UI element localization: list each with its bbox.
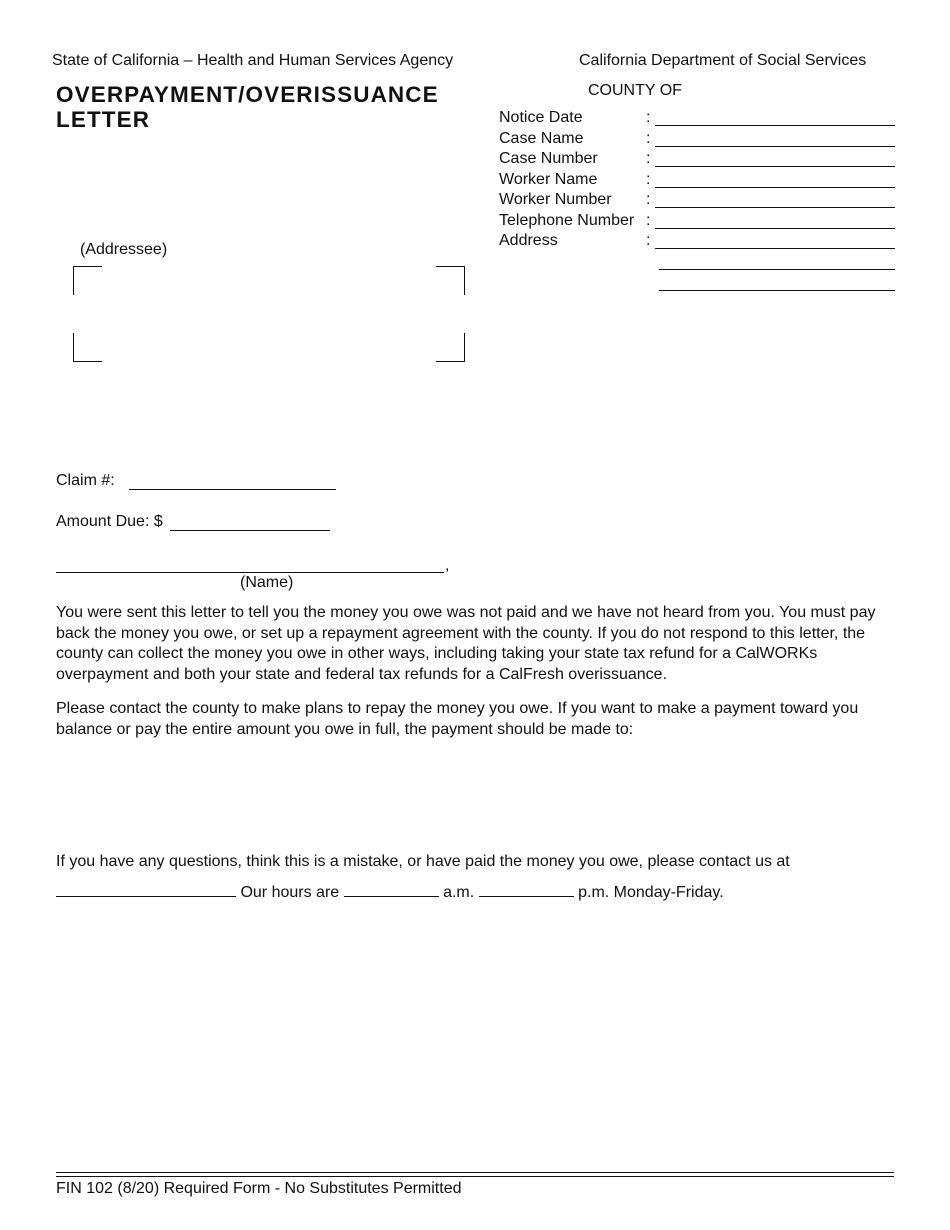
address-line-1[interactable]: [655, 248, 895, 249]
addressee-corner-top-left: [73, 266, 102, 295]
form-title-line1: OVERPAYMENT/OVERISSUANCE: [56, 82, 439, 107]
department-header: California Department of Social Services: [579, 52, 867, 69]
form-footer: FIN 102 (8/20) Required Form - No Substitutes Permitted: [56, 1180, 462, 1197]
body-paragraph-3: If you have any questions, think this is a mistake, or have paid the money you owe, please contact us at: [56, 853, 790, 870]
addressee-corner-bottom-left: [73, 333, 102, 362]
telephone-number-field[interactable]: [499, 212, 899, 232]
name-caption: (Name): [240, 574, 294, 591]
hours-pm-days: p.m. Monday-Friday.: [578, 884, 724, 901]
name-line[interactable]: [56, 572, 444, 573]
claim-number-line[interactable]: [129, 489, 336, 490]
address-field[interactable]: [499, 232, 899, 252]
case-number-field[interactable]: [499, 150, 899, 170]
worker-name-label: Worker Name: [499, 171, 598, 188]
addressee-label: (Addressee): [80, 241, 168, 258]
worker-number-label: Worker Number: [499, 191, 612, 208]
notice-date-label: Notice Date: [499, 109, 583, 126]
case-name-line[interactable]: [655, 146, 895, 147]
case-name-label: Case Name: [499, 130, 584, 147]
telephone-number-label: Telephone Number: [499, 212, 635, 229]
field-colon: :: [646, 109, 651, 126]
agency-header: State of California – Health and Human Services Agency: [52, 52, 454, 69]
address-line-2[interactable]: [659, 269, 895, 270]
amount-due-line[interactable]: [170, 530, 330, 531]
field-colon: :: [646, 171, 651, 188]
field-colon: :: [646, 232, 651, 249]
body-paragraph-2: Please contact the county to make plans to repay the money you owe. If you want to make a payment toward you balance or pay the entire amount you owe in full, the payment should be made to:: [56, 700, 859, 738]
claim-label: Claim #:: [56, 472, 115, 489]
case-number-label: Case Number: [499, 150, 598, 167]
worker-number-line[interactable]: [655, 207, 895, 208]
hours-prefix: Our hours are: [240, 884, 340, 901]
field-colon: :: [646, 212, 651, 229]
addressee-corner-bottom-right: [436, 333, 465, 362]
footer-rule-top: [56, 1172, 894, 1173]
telephone-number-line[interactable]: [655, 228, 895, 229]
field-colon: :: [646, 150, 651, 167]
worker-name-line[interactable]: [655, 187, 895, 188]
notice-date-field[interactable]: [499, 109, 899, 129]
notice-date-line[interactable]: [655, 125, 895, 126]
case-name-field[interactable]: [499, 130, 899, 150]
address-line-3[interactable]: [659, 290, 895, 291]
hours-start-line[interactable]: [344, 881, 439, 897]
amount-due-label: Amount Due: $: [56, 513, 163, 530]
field-colon: :: [646, 130, 651, 147]
worker-name-field[interactable]: [499, 171, 899, 191]
footer-rule-bottom: [56, 1176, 894, 1177]
case-number-line[interactable]: [655, 166, 895, 167]
addressee-corner-top-right: [436, 266, 465, 295]
contact-phone-line[interactable]: [56, 881, 236, 897]
body-paragraph-1: You were sent this letter to tell you the money you owe was not paid and we have not heard from you. You must pay back the money you owe, or set up a repayment agreement with the county. If you do not respond to this letter, the county can collect the money you owe in other ways, including taking your state tax refund for a CalWORKs overpayment and both your state and federal tax refunds for a CalFresh overissuance.: [56, 604, 876, 683]
name-comma: ,: [445, 557, 450, 574]
field-colon: :: [646, 191, 651, 208]
hours-end-line[interactable]: [479, 881, 574, 897]
hours-am: a.m.: [443, 884, 475, 901]
form-title: [56, 82, 476, 132]
address-label: Address: [499, 232, 558, 249]
contact-hours-line: [56, 881, 724, 902]
form-title-line2: LETTER: [56, 107, 151, 132]
county-label: COUNTY OF: [588, 82, 682, 99]
worker-number-field[interactable]: [499, 191, 899, 211]
